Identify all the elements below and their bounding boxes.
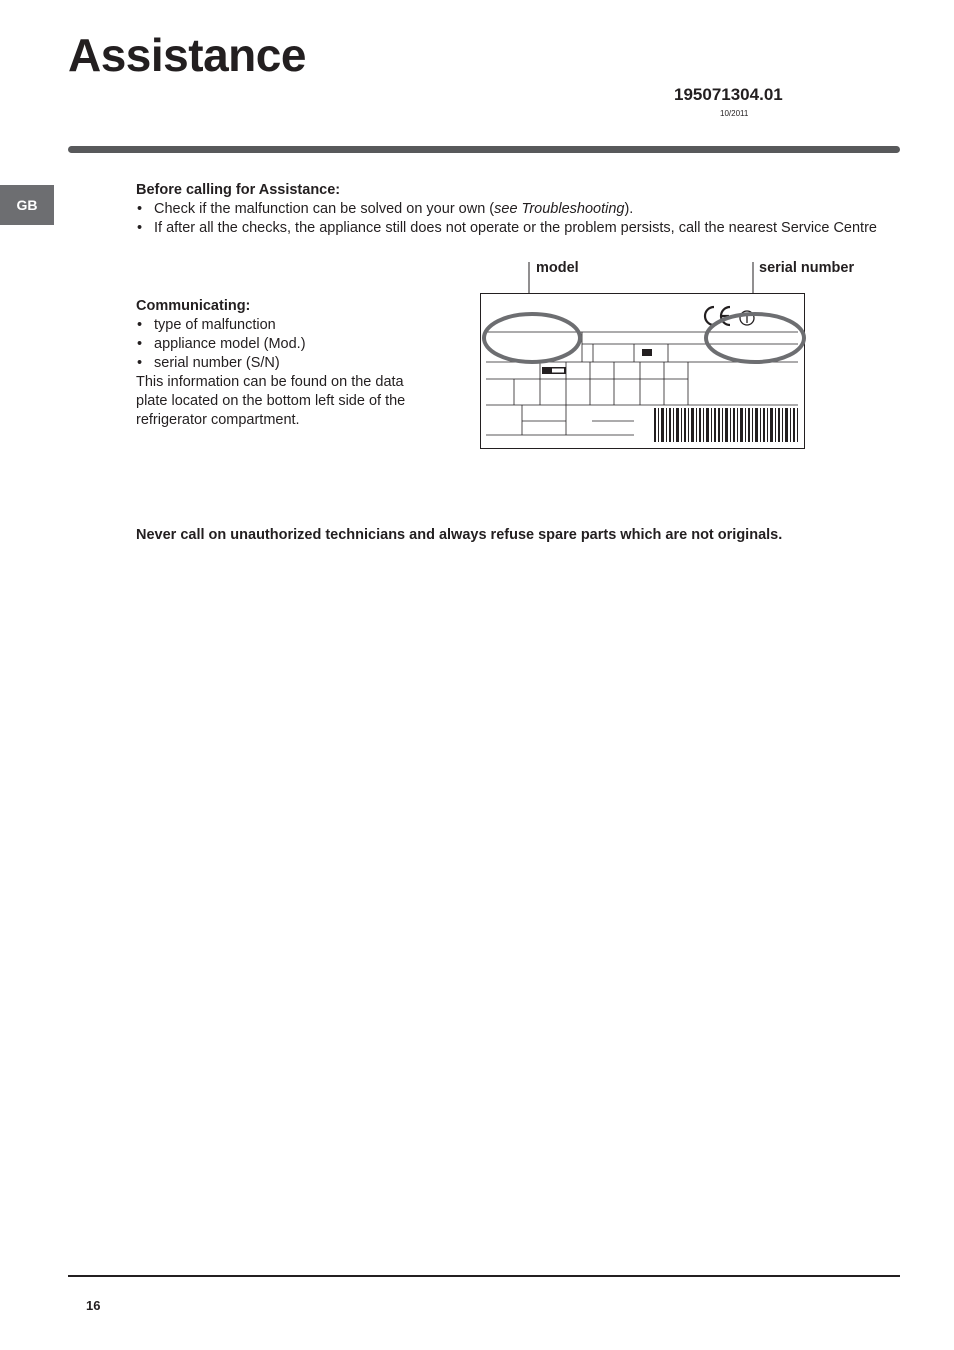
warning-text: Never call on unauthorized technicians and always refuse spare parts which are not originals. [136, 527, 783, 543]
communicating-section [136, 297, 436, 430]
item-text: Check if the malfunction can be solved on your own ( [154, 201, 495, 217]
serial-number-label: serial number [759, 260, 855, 276]
language-tab: GB [0, 185, 54, 225]
before-calling-heading: Before calling for Assistance: [136, 182, 341, 198]
list-item [136, 200, 896, 219]
document-date: 10/2011 [720, 109, 749, 118]
item-text: ). [624, 201, 634, 217]
list-item: • If after all the checks, the appliance still does not operate or the problem persists, call the nearest Service Centre [136, 219, 896, 238]
page-number: 16 [86, 1298, 101, 1313]
header-divider [68, 146, 900, 153]
list-item: • serial number (S/N) [136, 354, 436, 373]
model-label: model [536, 260, 579, 276]
before-calling-section [136, 181, 896, 238]
before-calling-list [136, 200, 896, 238]
communicating-heading: Communicating: [136, 298, 251, 314]
data-plate-illustration [470, 258, 815, 458]
communicating-list [136, 316, 436, 373]
refrigerant-icon [642, 349, 652, 356]
troubleshooting-reference: see Troubleshooting [494, 201, 625, 217]
page-title: Assistance [68, 29, 306, 81]
list-item: • type of malfunction [136, 316, 436, 335]
footer-divider [68, 1275, 900, 1277]
list-item: • appliance model (Mod.) [136, 335, 436, 354]
document-code: 195071304.01 [674, 85, 783, 104]
data-plate-note: This information can be found on the data plate located on the bottom left side of the refrigerator compartment. [136, 374, 406, 428]
